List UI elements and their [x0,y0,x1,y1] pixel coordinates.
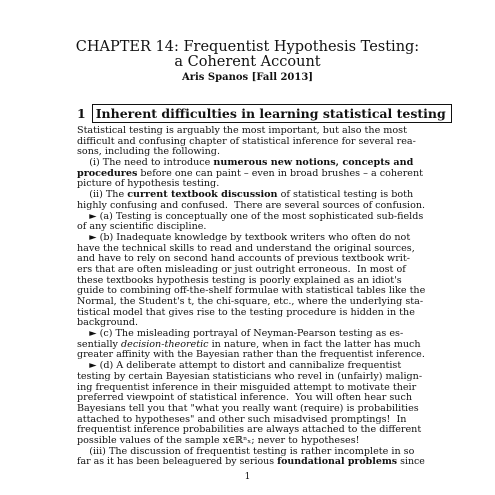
text-run: difficult and confusing chapter of statistical inference for several rea- [77,136,416,147]
text-run: of any scientific discipline. [77,222,207,233]
chapter-title-line-2: a Coherent Account [174,54,321,70]
text-line [77,212,425,223]
text-line [77,190,425,201]
text-run: Normal, the Student's t, the chi-square, etc., where the underlying sta- [77,297,424,307]
text-run: sons, including the following. [77,147,220,158]
text-line [77,329,425,340]
text-run: since [397,457,425,468]
text-line [77,265,425,276]
text-line [77,372,425,383]
text-line [77,350,425,361]
text-line [77,137,425,148]
body-text [77,126,425,468]
text-run: frequentist inference probabilities are always attached to the different [77,425,422,436]
text-run: ing frequentist inference in their misguided attempt to motivate their [77,382,417,393]
bold-text: current textbook discussion [127,190,278,201]
text-run: ► (a) Testing is conceptually one of the most sophisticated sub-fields [77,211,424,222]
text-run: ers that are often misleading or just outright erroneous. In most of [77,264,406,275]
text-line [77,286,425,297]
text-run: these textbooks hypothesis testing is poorly explained as an idiot's [77,275,402,286]
section-heading [77,104,452,123]
text-line [77,340,425,351]
text-line [77,158,425,169]
text-run: Statistical testing is arguably the most important, but also the most [77,126,407,136]
text-run: (iii) The discussion of frequentist testing is rather incomplete in so [77,446,415,457]
text-line [77,436,425,447]
text-line [77,147,425,158]
text-line [77,425,425,436]
text-run: have the technical skills to read and understand the original sources, [77,243,415,254]
text-line [77,393,425,404]
text-run: and have to rely on second hand accounts of previous textbook writ- [77,254,410,265]
bold-text: procedures [77,168,138,179]
text-run: sentially [77,339,122,350]
text-run: picture of hypothesis testing. [77,179,220,190]
section-title-box: Inherent difficulties in learning statistical testing [92,104,452,123]
text-line [77,361,425,372]
author-line: Aris Spanos [Fall 2013] [181,72,314,83]
text-run: ► (c) The misleading portrayal of Neyman-Pearson testing as es- [77,329,404,340]
text-run: testing by certain Bayesian statisticians who revel in (unfairly) malign- [77,371,423,382]
text-line [77,222,425,233]
text-line [77,318,425,329]
text-run: (i) The need to introduce [77,158,214,169]
text-line [77,126,425,137]
text-run: background. [77,318,139,329]
text-run: (ii) The [77,190,128,201]
text-line [77,244,425,255]
text-line [77,179,425,190]
text-run: preferred viewpoint of statistical inference. You will often hear such [77,393,413,404]
text-run: in nature, when in fact the latter has much [208,339,421,350]
page-number: 1 [244,472,251,482]
text-run: far as it has been beleaguered by serious [77,457,278,468]
text-line [77,254,425,265]
chapter-title-line-1: CHAPTER 14: Frequentist Hypothesis Testing: [75,39,420,55]
text-run: Bayesians tell you that "what you really want (require) is probabilities [77,403,419,414]
text-line [77,297,425,308]
text-run: highly confusing and confused. There are several sources of confusion. [77,200,425,211]
text-line [77,233,425,244]
text-line [77,415,425,426]
text-line [77,201,425,212]
text-run: ► (b) Inadequate knowledge by textbook writers who often do not [77,232,411,243]
text-line [77,276,425,287]
text-run: before one can paint – even in broad brushes – a coherent [137,168,424,179]
text-run: guide to combining off-the-shelf formulae with statistical tables like the [77,286,425,297]
text-run: of statistical testing is both [277,190,414,201]
text-line [77,404,425,415]
text-run: ► (d) A deliberate attempt to distort and cannibalize frequentist [77,361,402,372]
text-run: greater affinity with the Bayesian rather than the frequentist inference. [77,350,425,361]
text-run: attached to hypotheses" and other such misadvised promptings! In [77,414,407,425]
bold-text: numerous new notions, concepts and [213,158,414,169]
text-run: tistical model that gives rise to the testing procedure is hidden in the [77,307,415,318]
text-line [77,308,425,319]
text-run: possible values of the sample x∈ℝⁿₓ; never to hypotheses! [77,435,360,446]
text-line [77,457,425,468]
text-line [77,447,425,458]
section-number: 1 [77,105,86,121]
italic-text: decision-theoretic [121,339,209,350]
bold-text: foundational problems [277,457,398,468]
text-line [77,169,425,180]
text-line [77,383,425,394]
